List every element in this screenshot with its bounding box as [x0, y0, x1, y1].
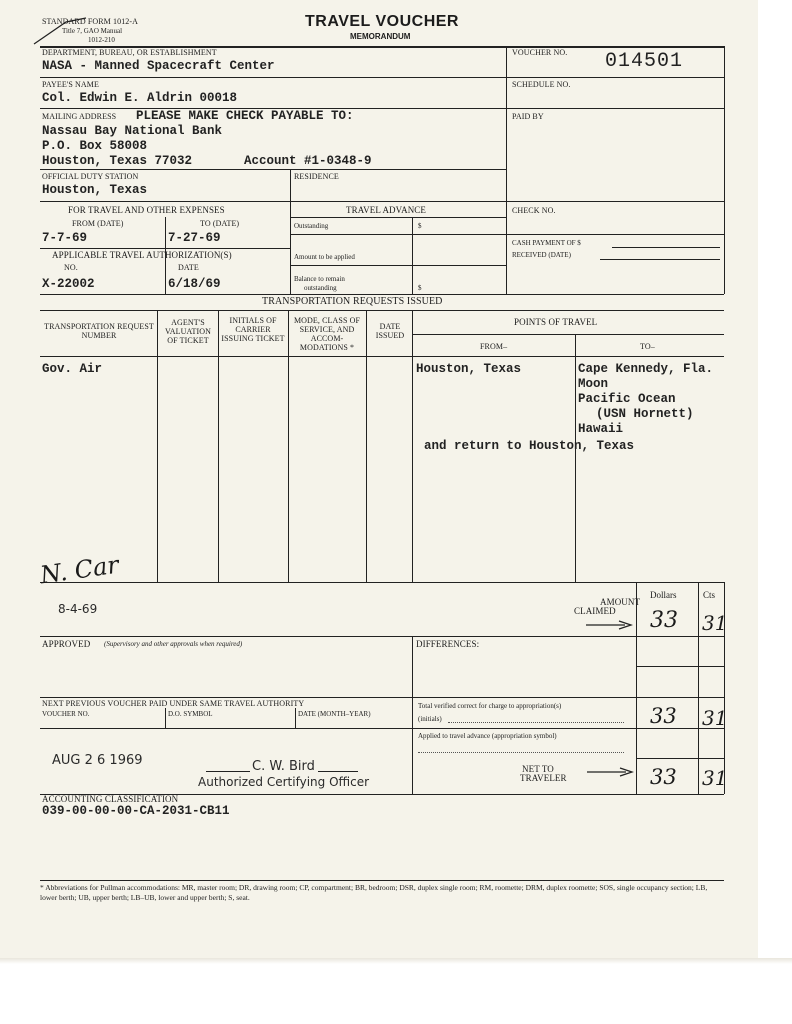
rule [40, 880, 724, 881]
claimed-cents: 31 [702, 611, 728, 635]
travel-to-line-3: Pacific Ocean [578, 392, 676, 406]
rule [288, 310, 289, 582]
rule [612, 247, 720, 248]
check-no-label: CHECK NO. [512, 206, 556, 215]
advance-applied: Amount to be applied [294, 253, 355, 261]
rule [165, 708, 166, 728]
page-subtitle: MEMORANDUM [350, 32, 411, 41]
amount-claimed-label-1: AMOUNT [600, 597, 641, 607]
rule [290, 265, 506, 266]
rule [724, 46, 725, 294]
net-label-2: TRAVELER [520, 773, 567, 783]
travel-from-value: Houston, Texas [416, 362, 522, 376]
verified-dollars: 33 [650, 704, 677, 728]
rule [40, 248, 290, 249]
rule [40, 356, 724, 357]
rule [506, 46, 507, 294]
advance-balance-1: Balance to remain [294, 275, 345, 283]
verified-cents: 31 [702, 706, 728, 730]
mailing-line2: P.O. Box 58008 [42, 139, 148, 153]
request-number-value: Gov. Air [42, 362, 103, 376]
transport-header: TRANSPORTATION REQUESTS ISSUED [262, 296, 443, 307]
rule [40, 77, 724, 78]
previous-voucher-no-label: VOUCHER NO. [42, 710, 90, 718]
mailing-line3: Houston, Texas 77032 [42, 154, 193, 168]
claimed-dollars: 33 [650, 608, 678, 633]
accounting-label: ACCOUNTING CLASSIFICATION [42, 794, 179, 804]
authorization-label: APPLICABLE TRAVEL AUTHORIZATION(S) [52, 250, 232, 260]
rule [412, 310, 413, 582]
col-points-of-travel: POINTS OF TRAVEL [514, 317, 598, 327]
rule [448, 722, 624, 723]
expenses-from-label: FROM (DATE) [72, 219, 124, 228]
col-carrier-initials: INITIALS OF CARRIER ISSUING TICKET [221, 316, 285, 343]
mailing-line1: Nassau Bay National Bank [42, 124, 223, 138]
net-dollars: 33 [650, 765, 677, 789]
pullman-footnote: * Abbreviations for Pullman accommodations: MR, master room; DR, drawing room; CP, compartment; BR, bedroom; DSR, duplex single room; RM, roomette; DRM, duplex roomette; SOS, single occupancy section; LB, lower berth; UB, upper berth; LB–UB, lower and upper berth; S, seat. [40, 883, 708, 902]
rule [636, 666, 724, 667]
cash-payment-label: CASH PAYMENT OF $ [512, 239, 581, 247]
mailing-label: MAILING ADDRESS [42, 112, 117, 121]
duty-station-value: Houston, Texas [42, 183, 148, 197]
form-mark-scribble [30, 12, 90, 48]
advance-label: TRAVEL ADVANCE [346, 205, 426, 215]
rule [698, 582, 699, 794]
col-request-number: TRANSPORTATION REQUEST NUMBER [44, 322, 154, 340]
rule [40, 582, 724, 583]
certifying-officer-name: C. W. Bird [252, 759, 315, 774]
rule [290, 234, 506, 235]
expenses-to-label: TO (DATE) [200, 219, 240, 228]
rule [40, 294, 290, 295]
advance-outstanding: Outstanding [294, 222, 329, 230]
rule [40, 728, 412, 729]
rule [40, 636, 724, 637]
return-note: and return to Houston, Texas [424, 439, 635, 453]
mailing-account: Account #1-0348-9 [244, 154, 372, 168]
page-title: TRAVEL VOUCHER [305, 13, 459, 30]
rule [418, 752, 624, 753]
verified-initials-label: (initials) [418, 715, 442, 723]
travel-to-line-4: (USN Hornett) [596, 407, 694, 421]
rule [157, 310, 158, 582]
rule [40, 310, 724, 311]
rule [290, 201, 291, 294]
authorization-no-value: X-22002 [42, 277, 95, 291]
mailing-note: PLEASE MAKE CHECK PAYABLE TO: [136, 109, 354, 123]
rule [600, 259, 720, 260]
previous-date-label: DATE (MONTH–YEAR) [298, 710, 371, 718]
rule [412, 217, 413, 294]
rule [290, 294, 724, 295]
rule [366, 310, 367, 582]
col-mode-class: MODE, CLASS OF SERVICE, AND ACCOM-MODATIONS * [293, 316, 361, 352]
signature-date: 8-4-69 [58, 602, 98, 616]
approved-note: (Supervisory and other approvals when required) [104, 640, 243, 648]
certification-date-stamp: AUG 2 6 1969 [52, 753, 143, 768]
rule [412, 636, 413, 794]
arrow-right-icon [585, 620, 633, 630]
col-from: FROM– [480, 342, 508, 351]
form-manual: Title 7, GAO Manual [62, 27, 123, 35]
rule [506, 234, 724, 235]
net-cents: 31 [702, 766, 728, 790]
payee-value: Col. Edwin E. Aldrin 00018 [42, 91, 238, 105]
travel-to-line-1: Cape Kennedy, Fla. [578, 362, 714, 376]
initials-scrawl: N. Car [38, 550, 121, 590]
advance-dollar-2: $ [418, 284, 422, 292]
rule [290, 169, 291, 201]
rule [218, 310, 219, 582]
expenses-from-value: 7-7-69 [42, 231, 88, 245]
payee-label: PAYEE'S NAME [42, 80, 99, 89]
authorization-no-label: NO. [64, 263, 78, 272]
arrow-right-icon [586, 767, 634, 777]
voucher-number: 014501 [605, 50, 684, 73]
form-code: 1012-210 [88, 36, 115, 44]
form-number: STANDARD FORM 1012-A [42, 17, 139, 26]
accounting-value: 039-00-00-00-CA-2031-CB11 [42, 804, 230, 818]
duty-station-label: OFFICIAL DUTY STATION [42, 172, 139, 181]
voucher-no-label: VOUCHER NO. [512, 48, 568, 57]
advance-dollar-1: $ [418, 222, 422, 230]
expenses-label: FOR TRAVEL AND OTHER EXPENSES [68, 205, 225, 215]
certifying-officer-title: Authorized Certifying Officer [198, 775, 370, 789]
total-verified-label: Total verified correct for charge to appropriation(s) [418, 702, 562, 710]
rule [40, 201, 724, 202]
amount-claimed-label-2: CLAIMED [574, 606, 616, 616]
travel-to-line-2: Moon [578, 377, 609, 391]
travel-to-line-5: Hawaii [578, 422, 624, 436]
scan-edge [0, 958, 792, 964]
net-label-1: NET TO [522, 764, 554, 774]
col-date-issued: DATE ISSUED [375, 322, 405, 340]
received-date-label: RECEIVED (DATE) [512, 251, 571, 259]
applied-advance-label: Applied to travel advance (appropriation symbol) [418, 732, 557, 740]
authorization-date-label: DATE [178, 263, 199, 272]
rule [412, 334, 724, 335]
expenses-to-value: 7-27-69 [168, 231, 221, 245]
previous-symbol-label: D.O. SYMBOL [168, 710, 213, 718]
rule [40, 169, 506, 170]
department-value: NASA - Manned Spacecraft Center [42, 59, 275, 73]
advance-balance-2: outstanding [304, 284, 337, 292]
dollars-label: Dollars [650, 590, 677, 600]
cents-label: Cts [703, 590, 716, 600]
col-agent-valuation: AGENT'S VALUATION OF TICKET [164, 318, 212, 345]
rule [290, 217, 506, 218]
col-to: TO– [640, 342, 655, 351]
rule [636, 582, 637, 794]
schedule-no-label: SCHEDULE NO. [512, 80, 571, 89]
rule [206, 771, 250, 772]
differences-label: DIFFERENCES: [416, 639, 480, 649]
rule [636, 758, 724, 759]
residence-label: RESIDENCE [294, 172, 339, 181]
paid-by-label: PAID BY [512, 112, 544, 121]
department-label: DEPARTMENT, BUREAU, OR ESTABLISHMENT [42, 48, 217, 57]
rule [318, 771, 358, 772]
rule [412, 728, 724, 729]
approved-label: APPROVED [42, 639, 91, 649]
rule [295, 708, 296, 728]
authorization-date-value: 6/18/69 [168, 277, 221, 291]
rule [575, 334, 576, 582]
previous-voucher-label: NEXT PREVIOUS VOUCHER PAID UNDER SAME TRAVEL AUTHORITY [42, 699, 305, 708]
rule [40, 697, 724, 698]
